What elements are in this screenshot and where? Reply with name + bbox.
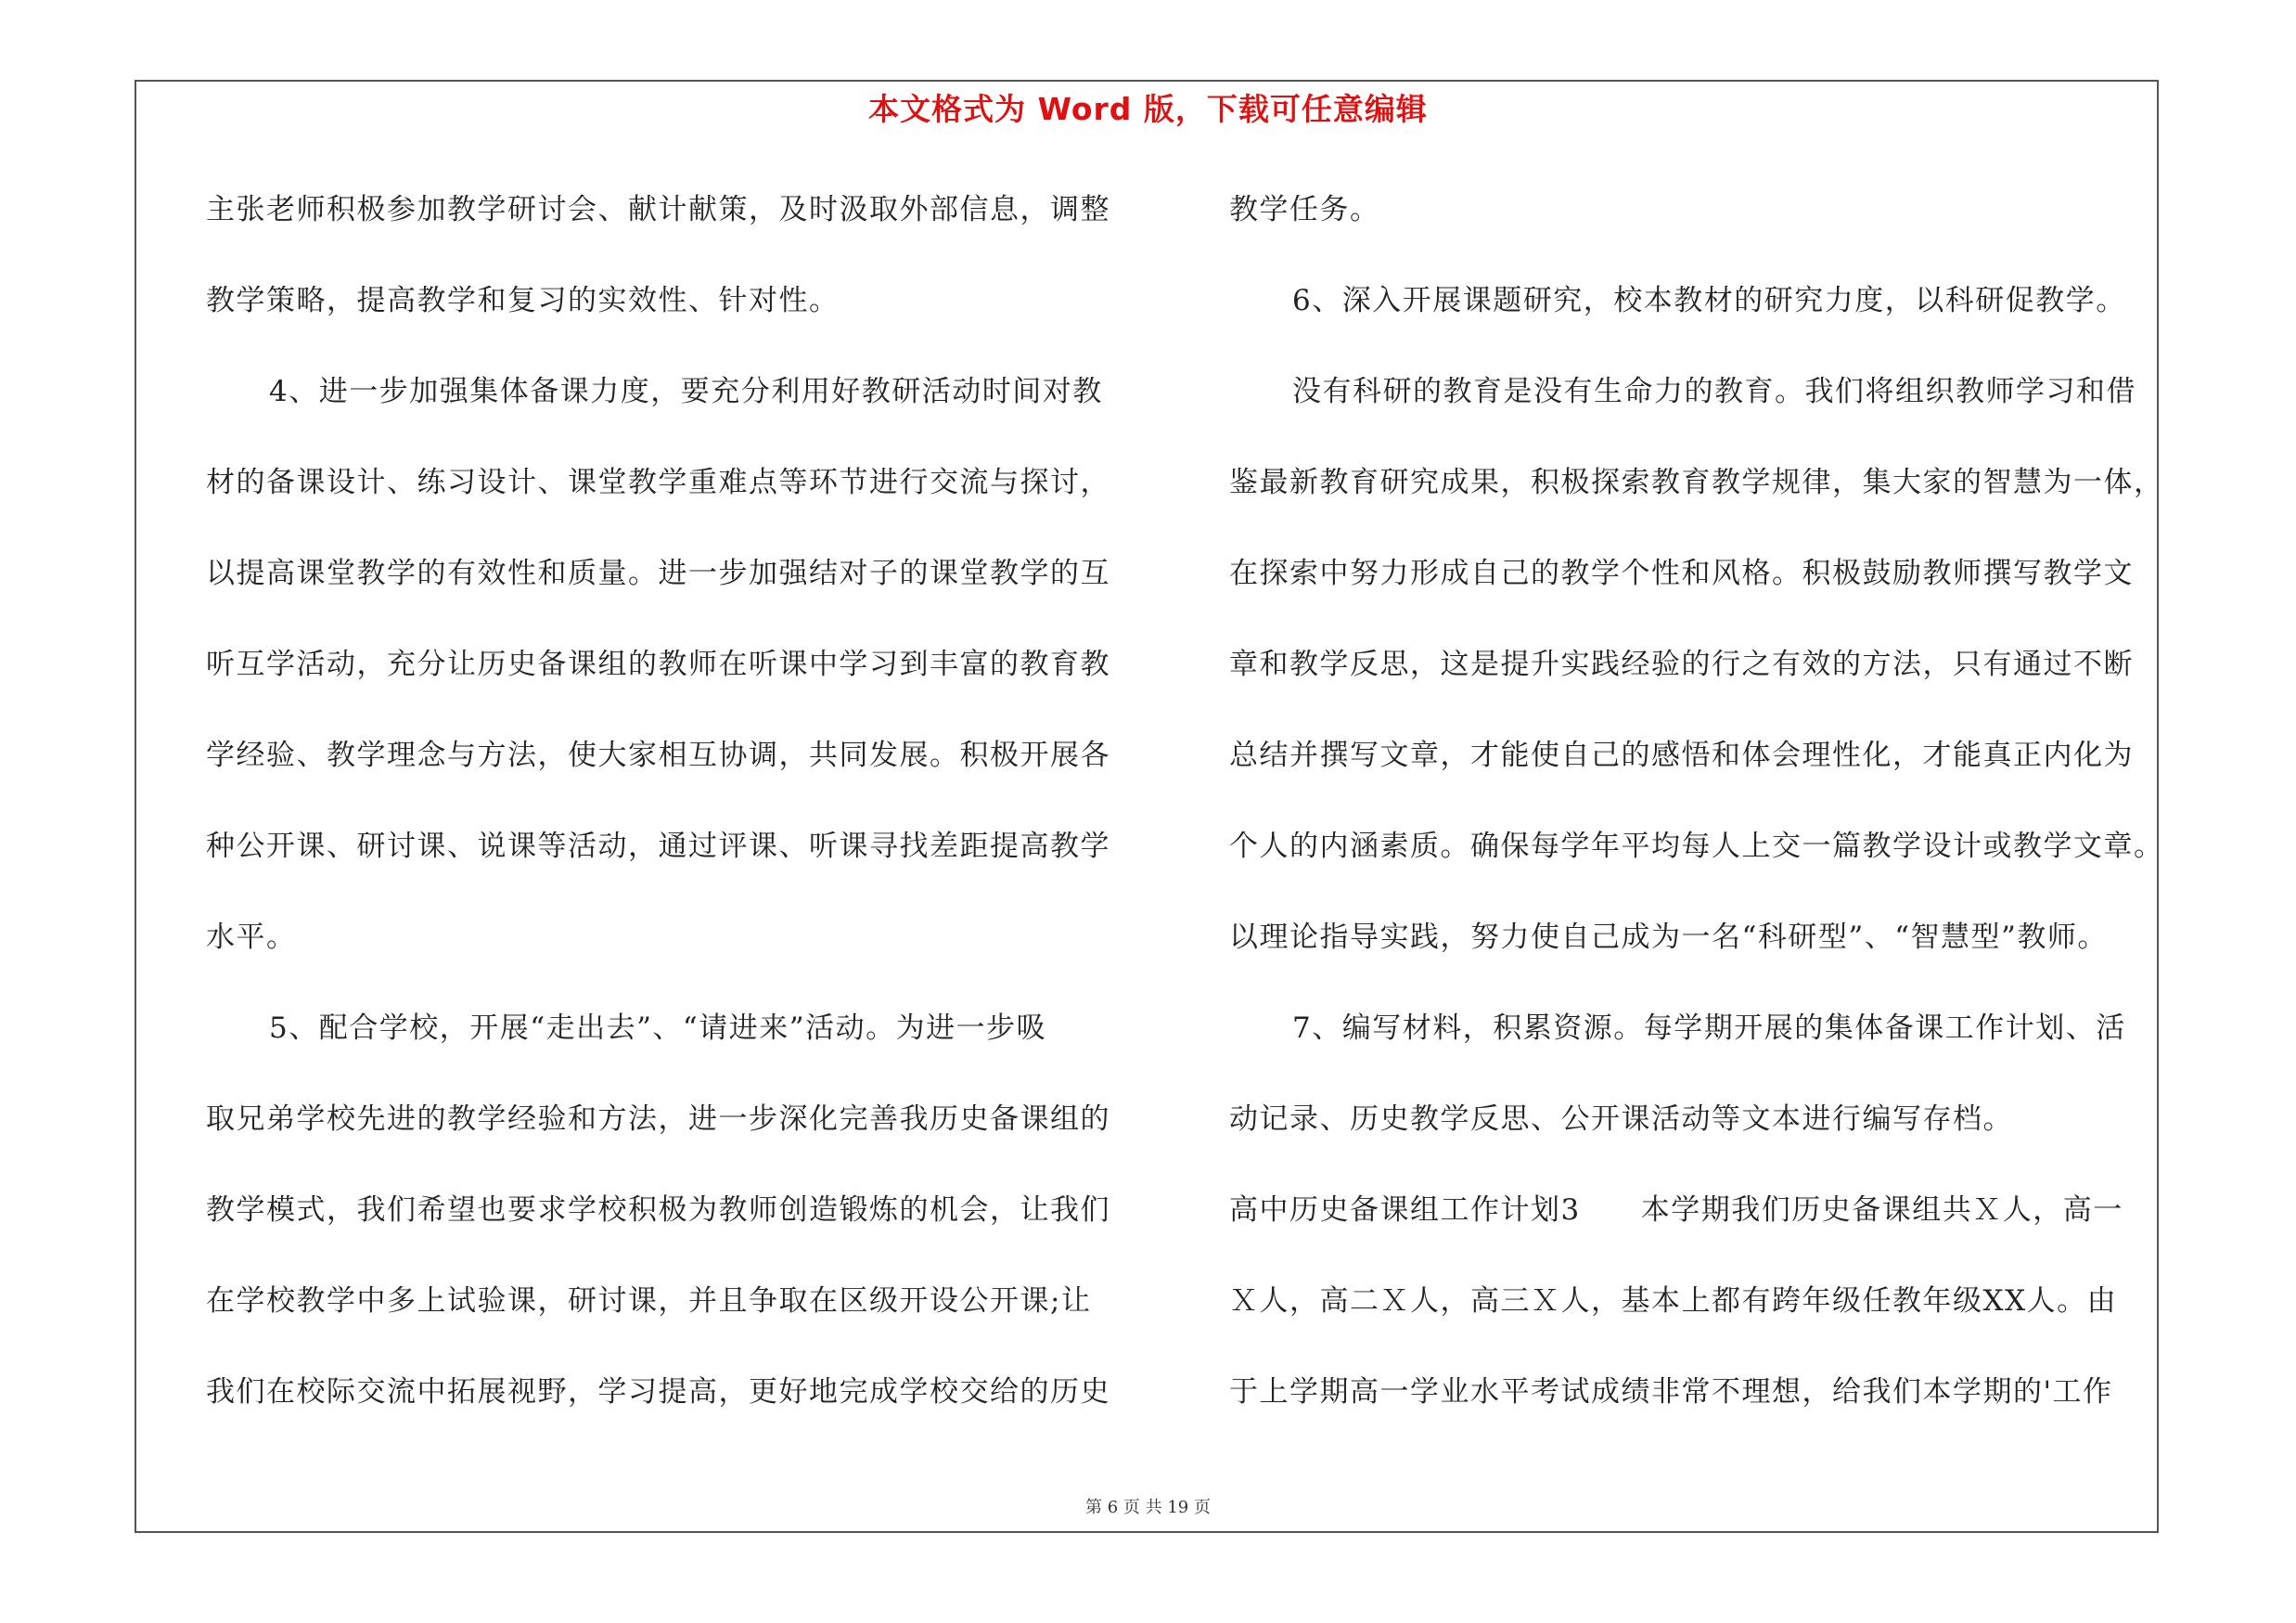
header-banner: 本文格式为 Word 版，下载可任意编辑 [868,91,1428,127]
paragraph-line: 听互学活动，充分让历史备课组的教师在听课中学习到丰富的教育教 [206,648,1110,681]
paragraph-line: 教学策略，提高教学和复习的实效性、针对性。 [206,284,840,317]
paragraph-line: 高中历史备课组工作计划3 本学期我们历史备课组共Ｘ人，高一 [1229,1193,2123,1227]
paragraph-line: 没有科研的教育是没有生命力的教育。我们将组织教师学习和借 [1292,375,2136,408]
paragraph-line: 总结并撰写文章，才能使自己的感悟和体会理性化，才能真正内化为 [1229,739,2134,772]
paragraph-line: 7、编写材料，积累资源。每学期开展的集体备课工作计划、活 [1292,1011,2126,1045]
paragraph-line: Ｘ人，高二Ｘ人，高三Ｘ人，基本上都有跨年级任教年级XX人。由 [1229,1284,2118,1318]
paragraph-line: 以理论指导实践，努力使自己成为一名“科研型”、“智慧型”教师。 [1229,921,2108,954]
right-column [1229,182,2166,1455]
paragraph-line: 5、配合学校，开展“走出去”、“请进来”活动。为进一步吸 [269,1011,1047,1045]
paragraph-line: 种公开课、研讨课、说课等活动，通过评课、听课寻找差距提高教学 [206,830,1110,863]
paragraph-line: 教学模式，我们希望也要求学校积极为教师创造锻炼的机会，让我们 [206,1193,1110,1227]
paragraph-line: 在学校教学中多上试验课，研讨课，并且争取在区级开设公开课;让 [206,1284,1092,1318]
page-number: 第 6 页 共 19 页 [1085,1498,1211,1517]
paragraph-line: 材的备课设计、练习设计、课堂教学重难点等环节进行交流与探讨， [206,466,1110,499]
paragraph-line: 主张老师积极参加教学研讨会、献计献策，及时汲取外部信息，调整 [206,193,1110,226]
paragraph-line: 以提高课堂教学的有效性和质量。进一步加强结对子的课堂教学的互 [206,557,1110,590]
paragraph-line: 我们在校际交流中拓展视野，学习提高，更好地完成学校交给的历史 [206,1375,1110,1409]
left-column [206,182,1143,1455]
paragraph-line: 章和教学反思，这是提升实践经验的行之有效的方法，只有通过不断 [1229,648,2134,681]
paragraph-line: 水平。 [206,921,297,954]
paragraph-line: 个人的内涵素质。确保每学年平均每人上交一篇教学设计或教学文章。 [1229,830,2164,863]
paragraph-line: 学经验、教学理念与方法，使大家相互协调，共同发展。积极开展各 [206,739,1110,772]
paragraph-line: 于上学期高一学业水平考试成绩非常不理想，给我们本学期的'工作 [1229,1375,2113,1409]
paragraph-line: 取兄弟学校先进的教学经验和方法，进一步深化完善我历史备课组的 [206,1102,1110,1136]
paragraph-line: 动记录、历史教学反思、公开课活动等文本进行编写存档。 [1229,1102,2013,1136]
paragraph-line: 教学任务。 [1229,193,1380,226]
paragraph-line: 6、深入开展课题研究，校本教材的研究力度，以科研促教学。 [1292,284,2126,317]
paragraph-line: 在探索中努力形成自己的教学个性和风格。积极鼓励教师撰写教学文 [1229,557,2134,590]
paragraph-line: 4、进一步加强集体备课力度，要充分利用好教研活动时间对教 [269,375,1103,408]
paragraph-line: 鉴最新教育研究成果，积极探索教育教学规律，集大家的智慧为一体， [1229,466,2164,499]
